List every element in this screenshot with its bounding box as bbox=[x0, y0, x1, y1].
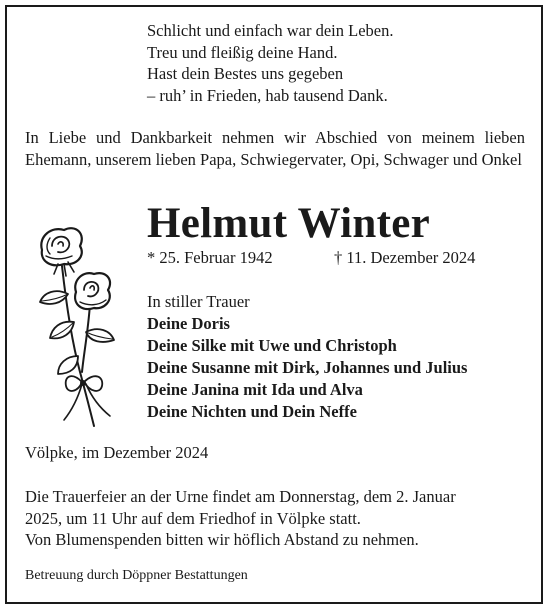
death-date: † 11. Dezember 2024 bbox=[334, 248, 476, 267]
place-date: Völpke, im Dezember 2024 bbox=[25, 443, 209, 462]
rose-icon bbox=[28, 222, 128, 430]
poem-line: Hast dein Bestes uns gegeben bbox=[147, 64, 344, 83]
birth-date: * 25. Februar 1942 bbox=[147, 248, 273, 267]
poem bbox=[147, 20, 394, 106]
deceased-name: Helmut Winter bbox=[147, 200, 430, 247]
intro-text: In Liebe und Dankbarkeit nehmen wir Abschied von meinem lieben Ehemann, unserem lieben Papa, Schwiegervater, Opi, Schwager und Onkel bbox=[25, 128, 525, 169]
service-line: Von Blumenspenden bitten wir höflich Abstand zu nehmen. bbox=[25, 530, 419, 549]
mourner-name: Deine Silke mit Uwe und Christoph bbox=[147, 336, 397, 355]
poem-line: Treu und fleißig deine Hand. bbox=[147, 42, 338, 62]
service-line: 2025, um 11 Uhr auf dem Friedhof in Völpke statt. bbox=[25, 508, 361, 528]
service-info bbox=[25, 486, 456, 551]
service-line: Die Trauerfeier an der Urne findet am Donnerstag, dem 2. Januar bbox=[25, 487, 456, 506]
mourner-name: Deine Doris bbox=[147, 314, 230, 333]
mourner-name: Deine Nichten und Dein Neffe bbox=[147, 402, 357, 421]
poem-line: – ruh’ in Frieden, hab tausend Dank. bbox=[147, 85, 388, 105]
mourners-heading: In stiller Trauer bbox=[147, 292, 250, 311]
mourner-name: Deine Susanne mit Dirk, Johannes und Julius bbox=[147, 358, 468, 377]
mourners-block bbox=[147, 291, 467, 423]
mourner-name: Deine Janina mit Ida und Alva bbox=[147, 380, 363, 399]
funeral-home: Betreuung durch Döppner Bestattungen bbox=[25, 568, 248, 583]
poem-line: Schlicht und einfach war dein Leben. bbox=[147, 21, 394, 40]
